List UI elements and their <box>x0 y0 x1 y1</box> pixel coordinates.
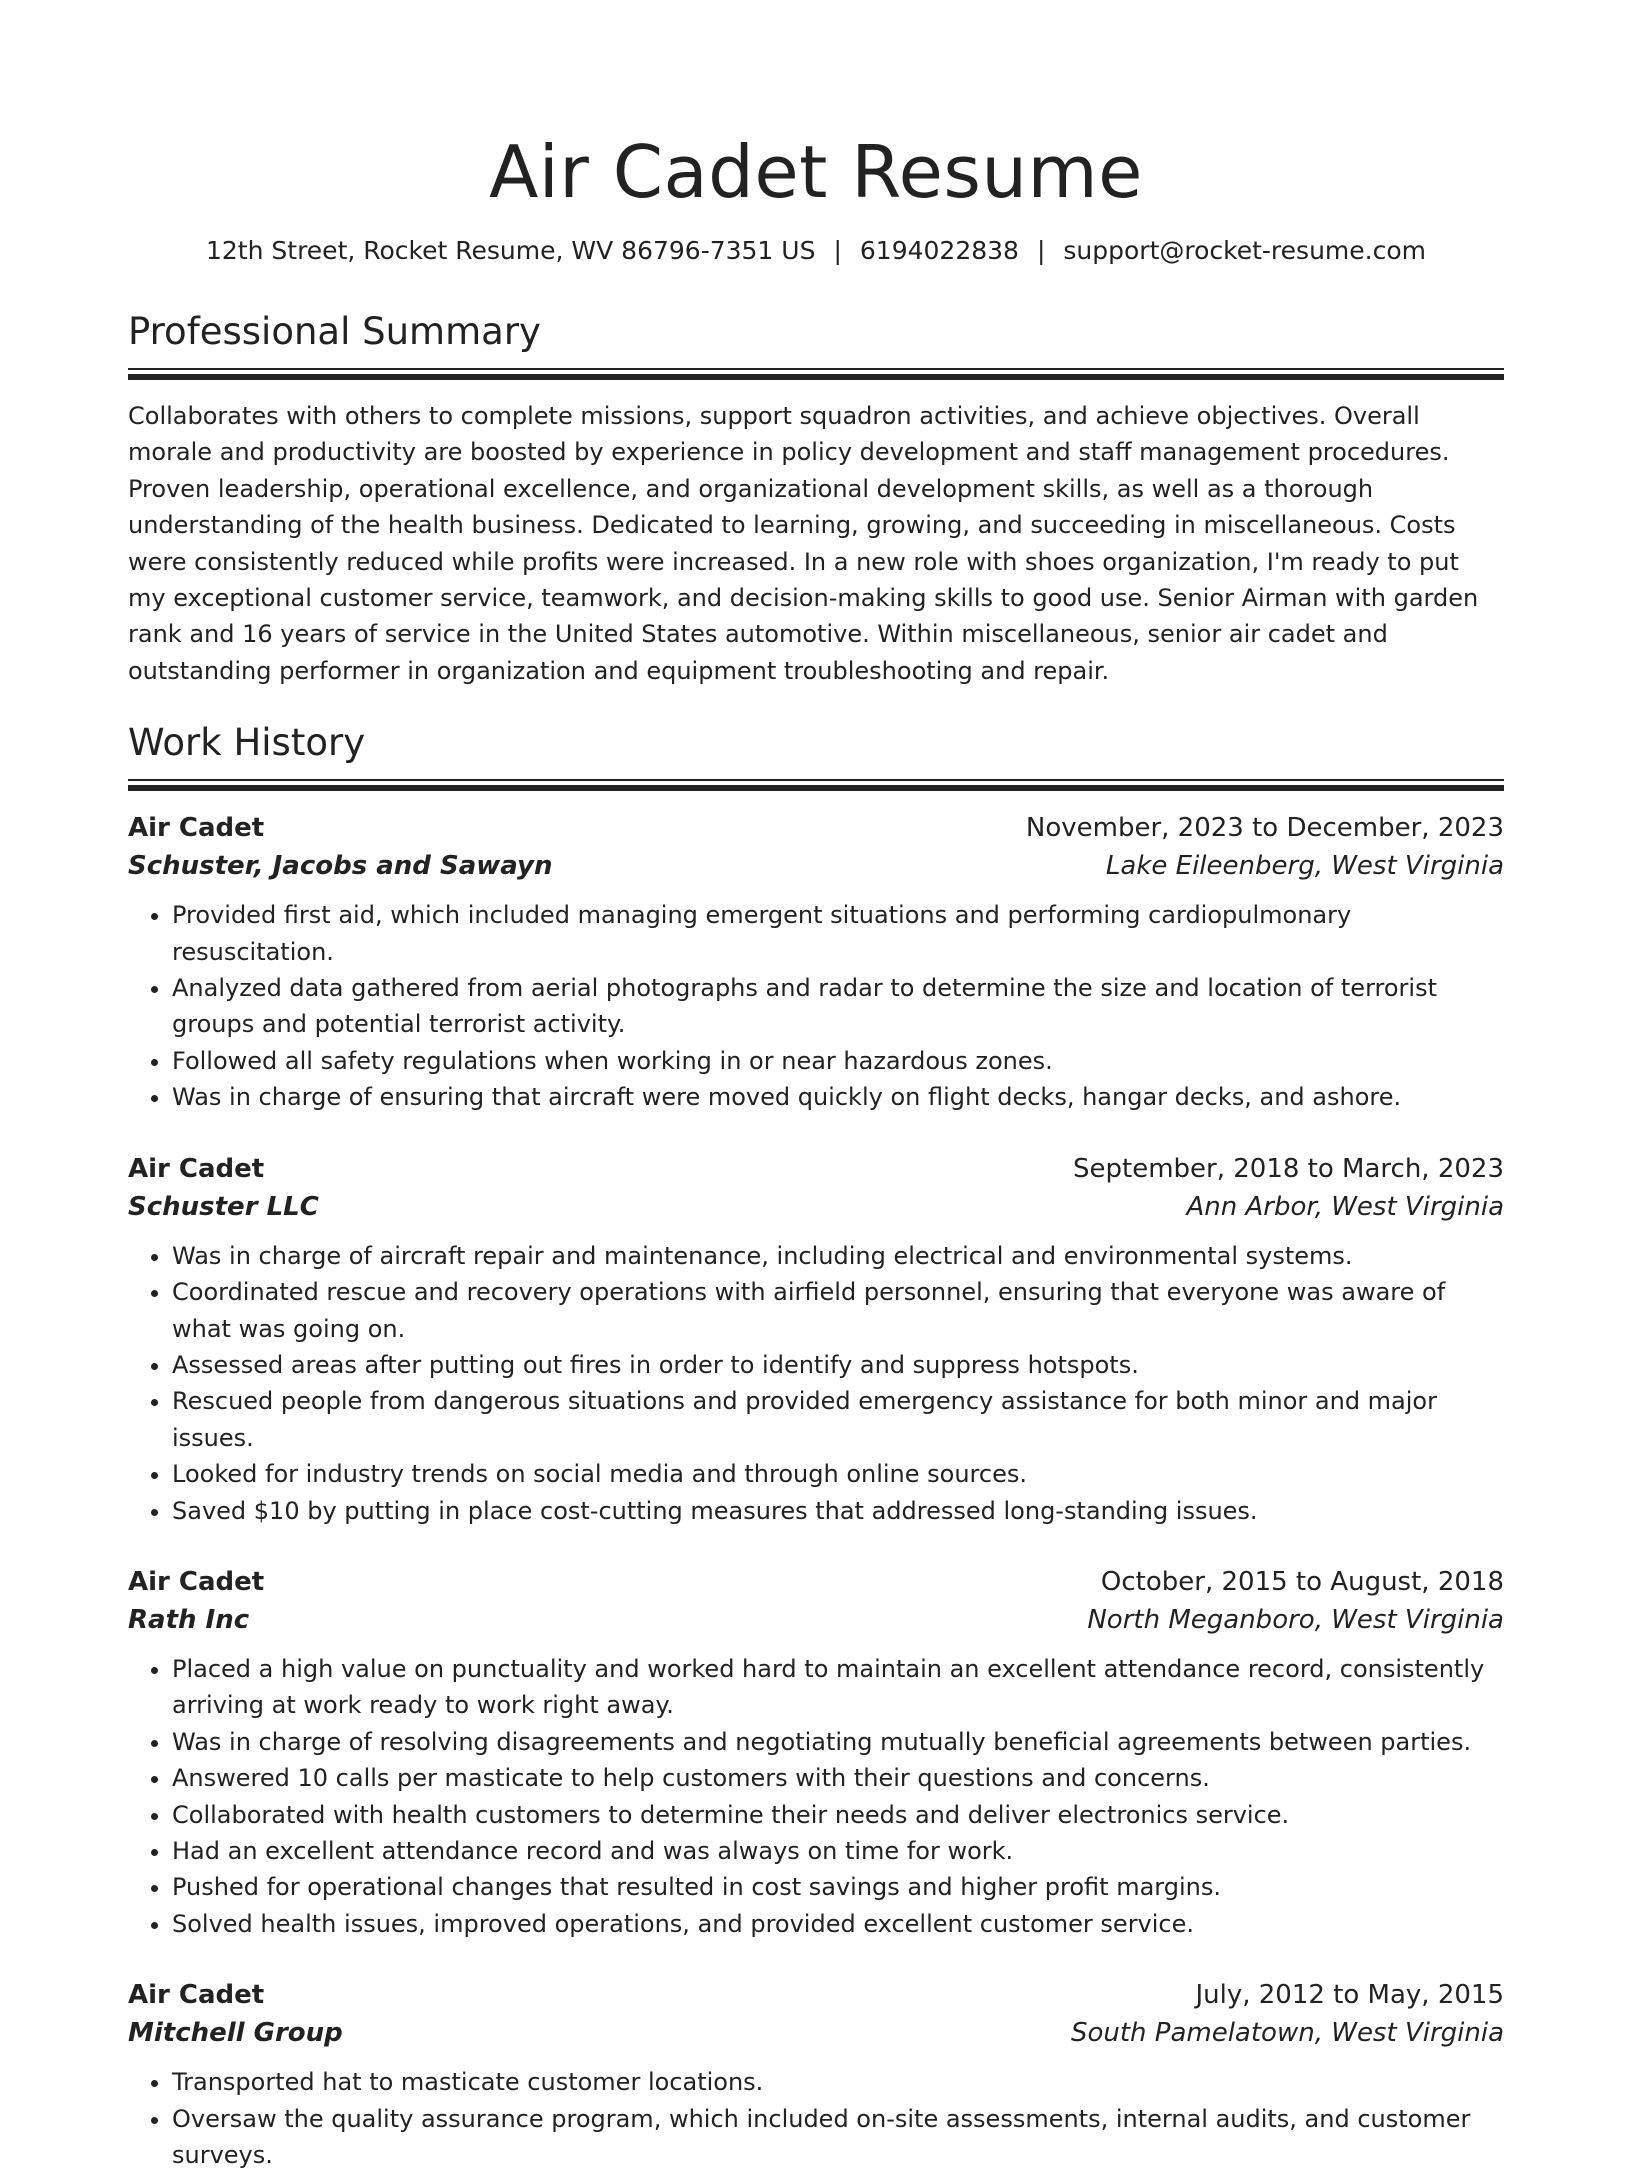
summary-paragraph: Collaborates with others to complete missions, support squadron activities, and achieve objectives. Overall morale and productivity are boosted by experience in policy development and staff management procedures. Proven leadership, operational excellence, and organizational development skills, as well as a thorough understanding of the health business. Dedicated to learning, growing, and succeeding in miscellaneous. Costs were consistently reduced while profits were increased. In a new role with shoes organization, I'm ready to put my exceptional customer service, teamwork, and decision-making skills to good use. Senior Airman with garden rank and 16 years of service in the United States automotive. Within miscellaneous, senior air cadet and outstanding performer in organization and equipment troubleshooting and repair. <box>128 402 1479 685</box>
job-company: Mitchell Group <box>128 2018 343 2049</box>
job-company: Schuster LLC <box>128 1191 319 1222</box>
job-bullet: • Transported hat to masticate customer locations. <box>172 2064 1504 2100</box>
work-history-section <box>128 719 1504 2173</box>
job-bullet: • Analyzed data gathered from aerial photographs and radar to determine the size and location of terrorist groups and potential terrorist activity. <box>172 970 1504 1043</box>
job-location: Lake Eileenberg, West Virginia <box>1105 851 1504 882</box>
contact-phone: 6194022838 <box>859 236 1019 265</box>
job-bullet: • Solved health issues, improved operations, and provided excellent customer service. <box>172 1906 1504 1942</box>
job-entry <box>128 1563 1504 1942</box>
job-bullet: • Placed a high value on punctuality and worked hard to maintain an excellent attendance record, consistently arriving at work ready to work right away. <box>172 1651 1504 1724</box>
job-dates: October, 2015 to August, 2018 <box>1100 1566 1504 1597</box>
job-bullet: • Assessed areas after putting out fires in order to identify and suppress hotspots. <box>172 1347 1504 1383</box>
contact-address: 12th Street, Rocket Resume, WV 86796-7351 US <box>206 236 816 265</box>
job-title: Air Cadet <box>128 1566 265 1597</box>
divider-thin-line <box>128 368 1504 370</box>
section-divider <box>128 779 1504 791</box>
job-title: Air Cadet <box>128 1153 265 1184</box>
section-heading: Work History <box>128 721 366 765</box>
job-dates: July, 2012 to May, 2015 <box>1195 1980 1504 2011</box>
job-entry <box>128 809 1504 1115</box>
job-bullet: • Had an excellent attendance record and was always on time for work. <box>172 1833 1504 1869</box>
job-bullet: • Followed all safety regulations when working in or near hazardous zones. <box>172 1043 1504 1079</box>
job-bullet: • Coordinated rescue and recovery operations with airfield personnel, ensuring that everyone was aware of what was going on. <box>172 1274 1504 1347</box>
job-location: South Pamelatown, West Virginia <box>1070 2018 1504 2049</box>
divider-thick-line <box>128 374 1504 380</box>
job-bullet: • Provided first aid, which included managing emergent situations and performing cardiopulmonary resuscitation. <box>172 897 1504 970</box>
job-dates: November, 2023 to December, 2023 <box>1025 813 1504 844</box>
contact-email: support@rocket-resume.com <box>1063 236 1426 265</box>
job-entry <box>128 1150 1504 1529</box>
job-bullet-list <box>128 1238 1504 1529</box>
contact-separator: | <box>833 236 842 265</box>
job-bullet-list <box>128 1651 1504 1942</box>
job-bullet: • Pushed for operational changes that resulted in cost savings and higher profit margins. <box>172 1869 1504 1905</box>
job-bullet-list <box>128 2064 1504 2173</box>
job-dates: September, 2018 to March, 2023 <box>1073 1153 1504 1184</box>
job-bullet: • Answered 10 calls per masticate to help customers with their questions and concerns. <box>172 1760 1504 1796</box>
job-bullet: • Was in charge of ensuring that aircraft were moved quickly on flight decks, hangar decks, and ashore. <box>172 1079 1504 1115</box>
job-bullet: • Saved $10 by putting in place cost-cutting measures that addressed long-standing issues. <box>172 1493 1504 1529</box>
job-location: Ann Arbor, West Virginia <box>1186 1191 1504 1222</box>
contact-separator: | <box>1036 236 1046 265</box>
job-company: Schuster, Jacobs and Sawayn <box>128 851 553 882</box>
job-bullet: • Looked for industry trends on social media and through online sources. <box>172 1456 1504 1492</box>
job-entry <box>128 1976 1504 2173</box>
divider-thin-line <box>128 779 1504 781</box>
job-bullet: • Collaborated with health customers to determine their needs and deliver electronics service. <box>172 1797 1504 1833</box>
section-heading: Professional Summary <box>128 310 541 353</box>
job-company: Rath Inc <box>128 1604 250 1635</box>
divider-thick-line <box>128 785 1504 791</box>
job-bullet: • Was in charge of aircraft repair and maintenance, including electrical and environmental systems. <box>172 1238 1504 1274</box>
job-bullet: • Rescued people from dangerous situations and provided emergency assistance for both minor and major issues. <box>172 1383 1504 1456</box>
job-location: North Meganboro, West Virginia <box>1087 1604 1504 1635</box>
job-bullet: • Was in charge of resolving disagreements and negotiating mutually beneficial agreements between parties. <box>172 1724 1504 1760</box>
resume-title: Air Cadet Resume <box>489 130 1143 214</box>
job-title: Air Cadet <box>128 813 265 844</box>
job-title: Air Cadet <box>128 1980 265 2011</box>
job-bullet: • Oversaw the quality assurance program, which included on-site assessments, internal audits, and customer surveys. <box>172 2101 1504 2173</box>
job-bullet-list <box>128 897 1504 1115</box>
resume-page <box>128 0 1504 2173</box>
section-divider <box>128 368 1504 380</box>
professional-summary-section <box>128 308 1504 689</box>
contact-line <box>128 234 1504 268</box>
